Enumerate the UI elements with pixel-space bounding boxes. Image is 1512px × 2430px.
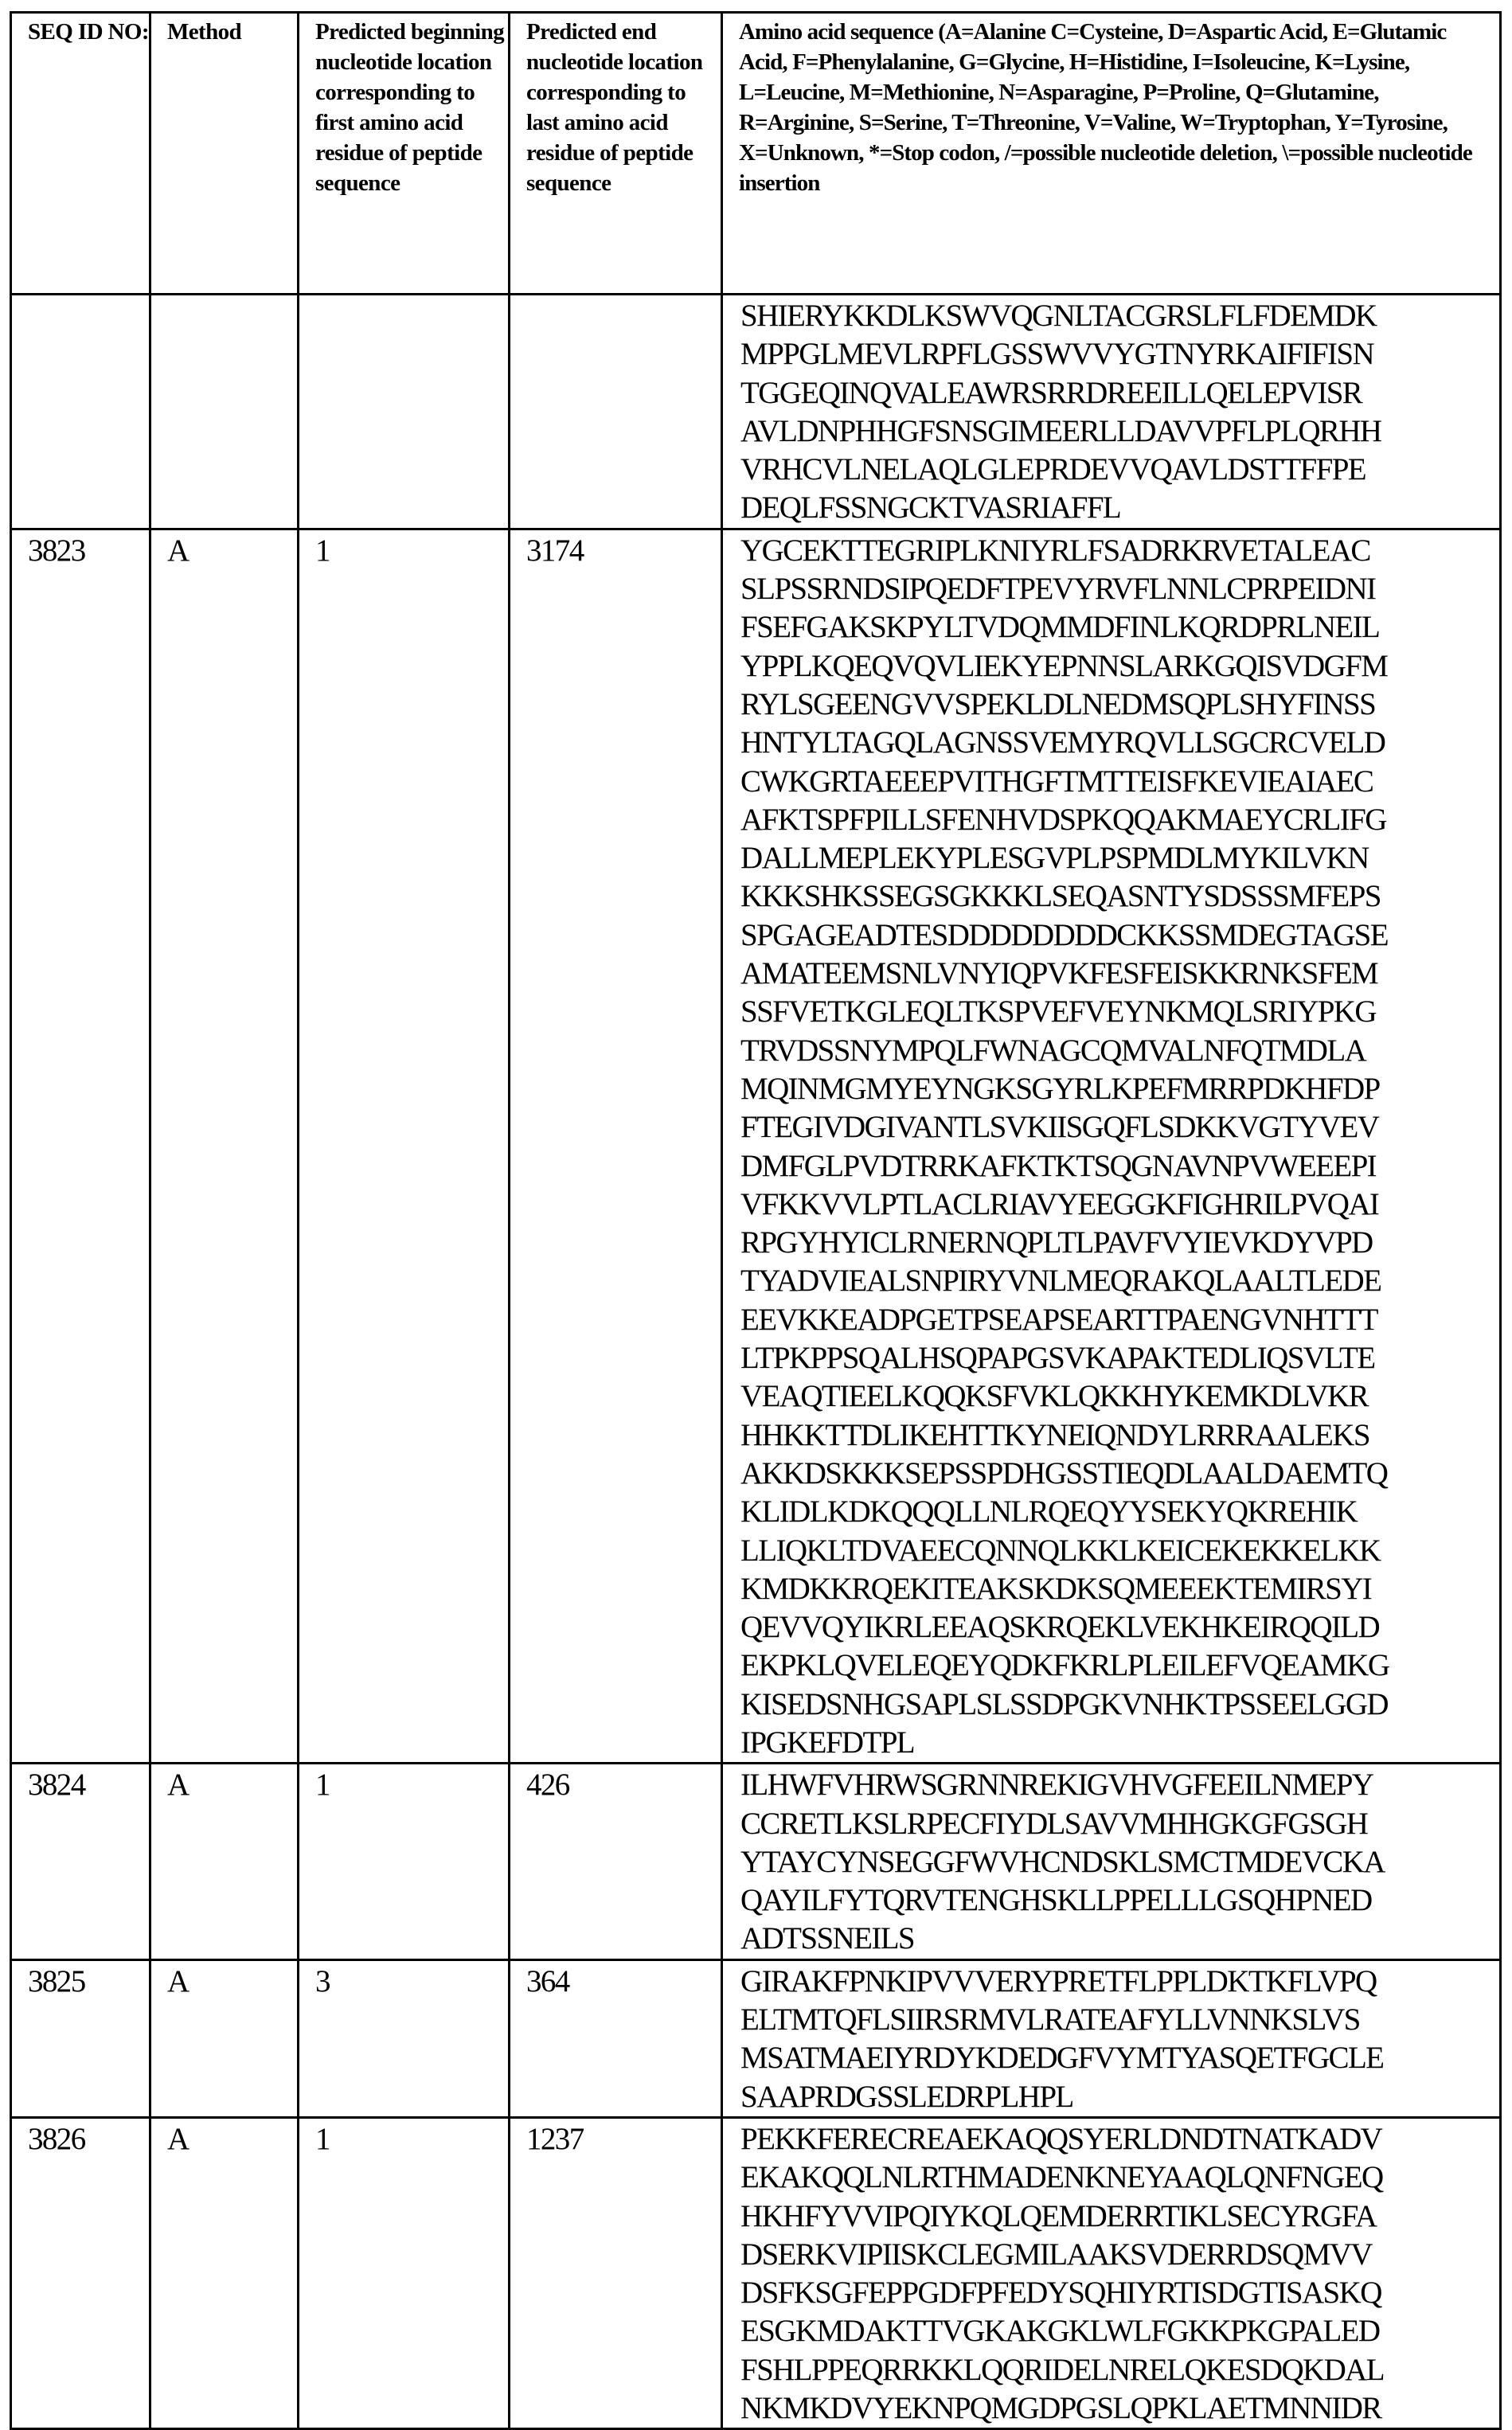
cell-seq-id: 3826 bbox=[11, 2117, 150, 2428]
sequence-line: NKMKDVYEKNPQMGDPGSLQPKLAETMNNIDR bbox=[740, 2391, 1381, 2426]
sequence-line: RPGYHYICLRNERNQPLTLPAVFVYIEVKDYVPD bbox=[740, 1225, 1373, 1260]
sequence-line: TYADVIEALSNPIRYVNLMEQRAKQLAALTLEDE bbox=[740, 1264, 1381, 1299]
cell-seq-id bbox=[11, 295, 150, 529]
header-begin-location: Predicted beginning nucleotide location corresponding to first amino acid residue of peptide sequence bbox=[299, 13, 510, 295]
sequence-line: MSATMAEIYRDYKDEDGFVYMTYASQETFGCLE bbox=[740, 2041, 1384, 2076]
sequence-line: VFKKVVLPTLACLRIAVYEEGGKFIGHRILPVQAI bbox=[740, 1186, 1379, 1221]
sequence-line: DEQLFSSNGCKTVASRIAFFL bbox=[740, 490, 1121, 525]
sequence-line: RYLSGEENGVVSPEKLDLNEDMSQPLSHYFINSS bbox=[740, 686, 1376, 721]
cell-sequence bbox=[722, 295, 1501, 529]
sequence-line: AKKDSKKKSEPSSPDHGSSTIEQDLAALDAEMTQ bbox=[740, 1455, 1388, 1490]
sequence-line: YPPLKQEQVQVLIEKYEPNNSLARKGQISVDGFM bbox=[740, 648, 1388, 683]
sequence-line: LTPKPPSQALHSQPAPGSVKAPAKTEDLIQSVLTE bbox=[740, 1341, 1375, 1376]
sequence-line: EEVKKEADPGETPSEAPSEARTTPAENGVNHTTT bbox=[740, 1302, 1377, 1337]
sequence-line: MQINMGMYEYNGKSGYRLKPEFMRRPDKHFDP bbox=[740, 1071, 1380, 1106]
sequence-line: IPGKEFDTPL bbox=[740, 1725, 915, 1760]
cell-method: A bbox=[150, 2117, 299, 2428]
sequence-line: HNTYLTAGQLAGNSSVEMYRQVLLSGCRCVELD bbox=[740, 725, 1385, 760]
cell-begin: 1 bbox=[299, 1764, 510, 1959]
sequence-line: YGCEKTTEGRIPLKNIYRLFSADRKRVETALEAC bbox=[740, 533, 1370, 568]
cell-end bbox=[510, 295, 722, 529]
cell-begin: 1 bbox=[299, 529, 510, 1764]
sequence-line: FSHLPPEQRRKKLQQRIDELNRELQKESDQKDAL bbox=[740, 2352, 1384, 2387]
sequence-line: EKAKQQLNLRTHMADENKNEYAAQLQNFNGEQ bbox=[740, 2160, 1383, 2195]
sequence-line: AFKTSPFPILLSFENHVDSPKQQAKMAEYCRLIFG bbox=[740, 802, 1386, 837]
sequence-line: VEAQTIEELKQQKSFVKLQKKHYKEMKDLVKR bbox=[740, 1379, 1368, 1414]
sequence-line: FTEGIVDGIVANTLSVKIISGQFLSDKKVGTYVEV bbox=[740, 1110, 1379, 1145]
sequence-table bbox=[10, 11, 1502, 2430]
header-seq-id: SEQ ID NO: bbox=[11, 13, 150, 295]
table-row bbox=[11, 1764, 1501, 1959]
header-amino-acid-sequence: Amino acid sequence (A=Alanine C=Cysteine, D=Aspartic Acid, E=Glutamic Acid, F=Phenylalanine, G=Glycine, H=Histidine, I=Isoleucine, K=Lysine, L=Leucine, M=Methionine, N=Asparagine, P=Proline, Q=Glutamine, R=Arginine, S=Serine, T=Threonine, V=Valine, W=Tryptophan, Y=Tyrosine, X=Unknown, *=Stop codon, /=possible nucleotide deletion, \=possible nucleotide insertion bbox=[722, 13, 1501, 295]
header-end-location: Predicted end nucleotide location corresponding to last amino acid residue of peptide sequence bbox=[510, 13, 722, 295]
sequence-line: LLIQKLTDVAEECQNNQLKKLKEICEKEKKELKK bbox=[740, 1533, 1381, 1568]
sequence-line: SHIERYKKDLKSWVQGNLTACGRSLFLFDEMDK bbox=[740, 299, 1377, 333]
cell-end: 364 bbox=[510, 1959, 722, 2117]
sequence-line: SLPSSRNDSIPQEDFTPEVYRVFLNNLCPRPEIDNI bbox=[740, 572, 1376, 607]
sequence-line: KISEDSNHGSAPLSLSSDPGKVNHKTPSSEELGGD bbox=[740, 1686, 1388, 1721]
cell-begin: 3 bbox=[299, 1959, 510, 2117]
sequence-line: QEVVQYIKRLEEAQSKRQEKLVEKHKEIRQQILD bbox=[740, 1610, 1380, 1645]
sequence-line: AMATEEMSNLVNYIQPVKFESFEISKKRNKSFEM bbox=[740, 956, 1378, 991]
sequence-line: TRVDSSNYMPQLFWNAGCQMVALNFQTMDLA bbox=[740, 1033, 1366, 1068]
table-row bbox=[11, 529, 1501, 1764]
table-body bbox=[11, 295, 1501, 2429]
sequence-line: HHKKTTDLIKEHTTKYNEIQNDYLRRRAALEKS bbox=[740, 1417, 1369, 1452]
sequence-line: KLIDLKDKQQQLLNLRQEQYYSEKYQKREHIK bbox=[740, 1494, 1358, 1529]
cell-seq-id: 3824 bbox=[11, 1764, 150, 1959]
table-row bbox=[11, 1959, 1501, 2117]
sequence-line: SSFVETKGLEQLTKSPVEFVEYNKMQLSRIYPKG bbox=[740, 994, 1376, 1029]
table-row bbox=[11, 2117, 1501, 2428]
sequence-line: QAYILFYTQRVTENGHSKLLPPELLLGSQHPNED bbox=[740, 1883, 1372, 1918]
cell-seq-id: 3823 bbox=[11, 529, 150, 1764]
sequence-line: KMDKKRQEKITEAKSKDKSQMEEEKTEMIRSYI bbox=[740, 1571, 1372, 1606]
sequence-line: KKKSHKSSEGSGKKKLSEQASNTYSDSSSMFEPS bbox=[740, 879, 1381, 914]
sequence-line: VRHCVLNELAQLGLEPRDEVVQAVLDSTTFFPE bbox=[740, 452, 1366, 487]
header-row bbox=[11, 13, 1501, 295]
sequence-line: SPGAGEADTESDDDDDDDDCKKSSMDEGTAGSE bbox=[740, 917, 1388, 952]
sequence-line: ADTSSNEILS bbox=[740, 1921, 915, 1956]
sequence-line: ESGKMDAKTTVGKAKGKLWLFGKKPKGPALED bbox=[740, 2314, 1380, 2349]
sequence-line: HKHFYVVIPQIYKQLQEMDERRTIKLSECYRGFA bbox=[740, 2198, 1377, 2233]
cell-seq-id: 3825 bbox=[11, 1959, 150, 2117]
header-method: Method bbox=[150, 13, 299, 295]
cell-begin bbox=[299, 295, 510, 529]
sequence-line: EKPKLQVELEQEYQDKFKRLPLEILEFVQEAMKG bbox=[740, 1648, 1389, 1683]
sequence-line: CCRETLKSLRPECFIYDLSAVVMHHGKGFGSGH bbox=[740, 1806, 1368, 1841]
cell-end: 3174 bbox=[510, 529, 722, 1764]
sequence-line: YTAYCYNSEGGFWVHCNDSKLSMCTMDEVCKA bbox=[740, 1844, 1385, 1879]
sequence-line: DSERKVIPIISKCLEGMILAAKSVDERRDSQMVV bbox=[740, 2237, 1372, 2272]
cell-method: A bbox=[150, 1764, 299, 1959]
cell-sequence bbox=[722, 529, 1501, 1764]
sequence-line: PEKKFERECREAEKAQQSYERLDNDTNATKADV bbox=[740, 2121, 1382, 2156]
cell-begin: 1 bbox=[299, 2117, 510, 2428]
sequence-line: CWKGRTAEEEPVITHGFTMTTEISFKEVIEAIAEC bbox=[740, 764, 1373, 799]
sequence-line: DMFGLPVDTRRKAFKTKTSQGNAVNPVWEEEPI bbox=[740, 1148, 1377, 1183]
sequence-line: AVLDNPHHGFSNSGIMEERLLDAVVPFLPLQRHH bbox=[740, 413, 1381, 448]
cell-sequence bbox=[722, 1764, 1501, 1959]
sequence-line: TGGEQINQVALEAWRSRRDREEILLQELEPVISR bbox=[740, 375, 1362, 410]
cell-method bbox=[150, 295, 299, 529]
document-page bbox=[10, 11, 1502, 2430]
sequence-line: ILHWFVHRWSGRNNREKIGVHVGFEEILNMEPY bbox=[740, 1768, 1373, 1803]
cell-end: 426 bbox=[510, 1764, 722, 1959]
sequence-line: SAAPRDGSSLEDRPLHPL bbox=[740, 2079, 1073, 2114]
sequence-line: DSFKSGFEPPGDFPFEDYSQHIYRTISDGTISASKQ bbox=[740, 2276, 1381, 2311]
cell-method: A bbox=[150, 1959, 299, 2117]
sequence-line: MPPGLMEVLRPFLGSSWVVYGTNYRKAIFIFISN bbox=[740, 337, 1374, 372]
cell-method: A bbox=[150, 529, 299, 1764]
cell-sequence bbox=[722, 1959, 1501, 2117]
sequence-line: FSEFGAKSKPYLTVDQMMDFINLKQRDPRLNEIL bbox=[740, 610, 1380, 645]
sequence-line: ELTMTQFLSIIRSRMVLRATEAFYLLVNNKSLVS bbox=[740, 2002, 1360, 2037]
cell-end: 1237 bbox=[510, 2117, 722, 2428]
sequence-line: DALLMEPLEKYPLESGVPLPSPMDLMYKILVKN bbox=[740, 841, 1369, 876]
cell-sequence bbox=[722, 2117, 1501, 2428]
table-row bbox=[11, 295, 1501, 529]
sequence-line: GIRAKFPNKIPVVVERYPRETFLPPLDKTKFLVPQ bbox=[740, 1963, 1377, 1998]
